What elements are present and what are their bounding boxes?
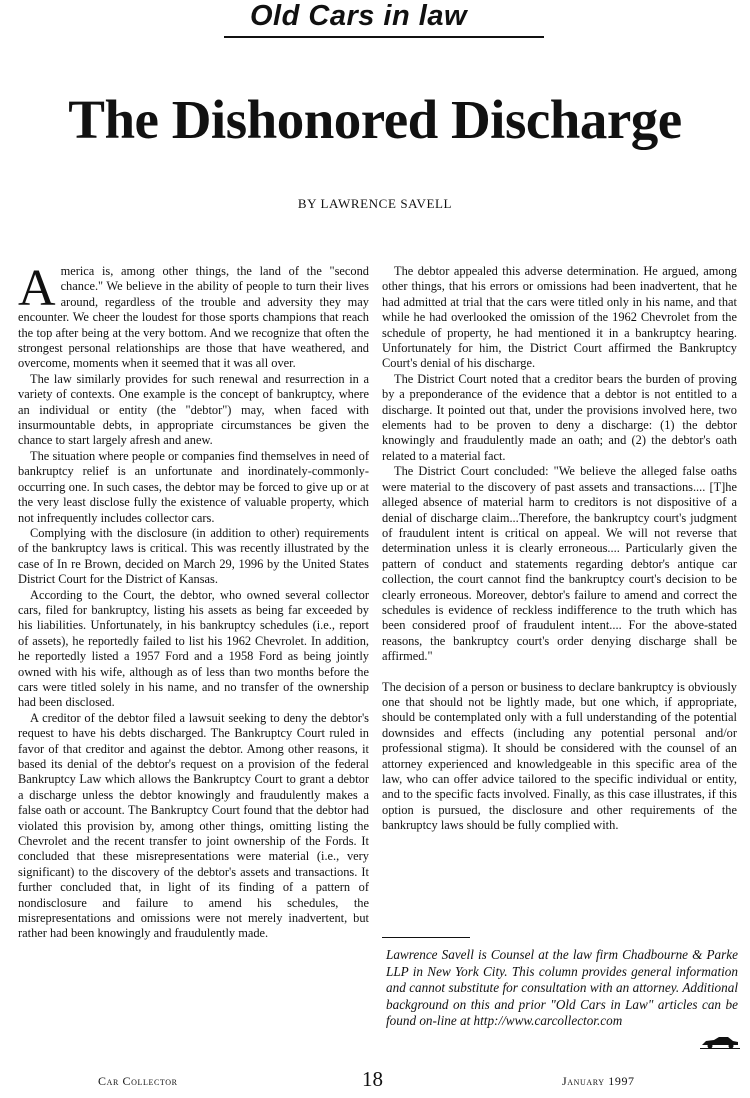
page-number: 18 xyxy=(362,1067,383,1091)
paragraph: According to the Court, the debtor, who owned several collector cars, filed for bankruptcy, listing his assets as being far exceeded by his liabilities. Unfortunately, in his bankruptcy schedules (i.e., report of assets), he reportedly failed to list his 1962 Chevrolet. In addition, he reportedly listed a 1957 Ford and a 1958 Ford as being jointly owned with his wife, although as of less than two months before the cars were titled solely in his name, and no transfer of the ownership had been disclosed. xyxy=(18,587,369,710)
magazine-name: Car Collector xyxy=(98,1074,178,1088)
paragraph-gap xyxy=(382,665,737,680)
header-rule xyxy=(224,36,244,38)
paragraph: The debtor appealed this adverse determination. He argued, among other things, that his errors or omissions had been inadvertent, that he had admitted at trial that the cars were titled only in his name, and that while he had overlooked the omission of the 1962 Chevrolet from the schedule of property, he had mentioned it in a bankruptcy hearing. Unfortunately for him, the District Court affirmed the Bankruptcy Court's denial of his discharge. xyxy=(382,264,737,371)
paragraph: Complying with the disclosure (in addition to other) requirements of the bankruptcy laws is critical. This was recently illustrated by the case of In re Brown, decided on March 29, 1996 by the United States District Court for the District of Kansas. xyxy=(18,525,369,587)
paragraph: The District Court noted that a creditor bears the burden of proving by a preponderance of the evidence that a debtor is not entitled to a discharge. It pointed out that, under the provisions involved here, two elements had to be proven to deny a discharge: (1) the debtor knowingly and fraudulently made an oath; and (2) the debtor's oath related to a material fact. xyxy=(382,371,737,463)
drop-cap: A xyxy=(18,260,56,317)
paragraph: The situation where people or companies find themselves in need of bankruptcy relief is an unfortunate and inordinately-commonly-occurring one. In such cases, the debtor may be forced to give up or at the very least disclose fully the existence of valuable property, which not infrequently includes collector cars. xyxy=(18,448,369,525)
issue-date: January 1997 xyxy=(562,1074,635,1088)
paragraph: America is, among other things, the land of the "second chance." We believe in the ability of people to turn their lives around, regardless of the trouble and adversity they may encounter. We cheer the loudest for those sports champions that reach the top after being at the very bottom. And we recognize that often the strongest personal relationships are those that have weathered, and overcome, moments when it seemed that it was all over. xyxy=(18,260,369,371)
paragraph: The law similarly provides for such renewal and resurrection in a variety of contexts. One example is the concept of bankruptcy, where an individual or entity (the "debtor") may, when faced with insurmountable debts, in appropriate circumstances be given the chance to start largely afresh and anew. xyxy=(18,371,369,448)
author-note: Lawrence Savell is Counsel at the law firm Chadbourne & Parke LLP in New York City. This column provides general information and cannot substitute for consultation with an attorney. Additional background on this and prior "Old Cars in Law" articles can be found on-line at http://www.carcollector.com xyxy=(386,947,738,1029)
section-title: Old Cars in law xyxy=(250,0,467,32)
author-note-rule xyxy=(382,937,470,938)
paragraph: The District Court concluded: "We believe the alleged false oaths were material to the discovery of past assets and transactions.... [T]he alleged absence of material harm to creditors is not dispositive of a denial of discharge claim...Therefore, the bankruptcy court's judgment of fraudulent intent is critical on appeal. We will not reverse that determination unless it is clearly erroneous.... Particularly given the pattern of conduct and statements regarding debtor's antique car collection, the court cannot find the bankruptcy court's decision to be clearly erroneous. Moreover, debtor's failure to amend and correct the schedules is evidence of reckless indifference to the truth which has been considered proof of fraudulent intent.... For the above-stated reasons, the bankruptcy court's order denying discharge shall be affirmed." xyxy=(382,464,737,664)
right-column xyxy=(382,264,737,834)
left-column xyxy=(18,260,369,942)
section-header xyxy=(224,2,544,38)
article-title: The Dishonored Discharge xyxy=(68,89,682,150)
paragraph: A creditor of the debtor filed a lawsuit seeking to deny the debtor's request to have his debts discharged. The Bankruptcy Court ruled in favor of that creditor and against the debtor. Among other reasons, it based its denial of the debtor's request on a provision of the federal Bankruptcy Law which allows the Bankruptcy Court to grant a debtor a discharge unless the debtor knowingly and fraudulently makes a false oath or account. The Bankruptcy Court found that the debtor had violated this provision by, among other things, omitting listing the Chevrolet and the recent transfer to joint ownership of the Fords. It concluded that these misrepresentations were material (i.e., very significant) to the discovery of the debtor's assets and transactions. It further concluded that, in light of its finding of a pattern of nondisclosure and failure to amend his schedules, the misrepresentations and omissions were not merely inadvertent, but rather had been knowingly and fraudulently made. xyxy=(18,710,369,941)
paragraph: The decision of a person or business to declare bankruptcy is obviously one that should not be lightly made, but one which, if appropriate, should be contemplated only with a full understanding of the potential downsides and effects (including any potential personal and/or professional stigma). It should be considered with the counsel of an attorney experienced and knowledgeable in this specific area of the law, who can offer advice tailored to the specific individual or entity, and to the specific facts involved. Finally, as this case illustrates, if this option is pursued, the disclosure and other requirements of the bankruptcy laws should be fully complied with. xyxy=(382,679,737,833)
article-byline: BY LAWRENCE SAVELL xyxy=(297,196,453,211)
car-icon xyxy=(700,1035,740,1049)
